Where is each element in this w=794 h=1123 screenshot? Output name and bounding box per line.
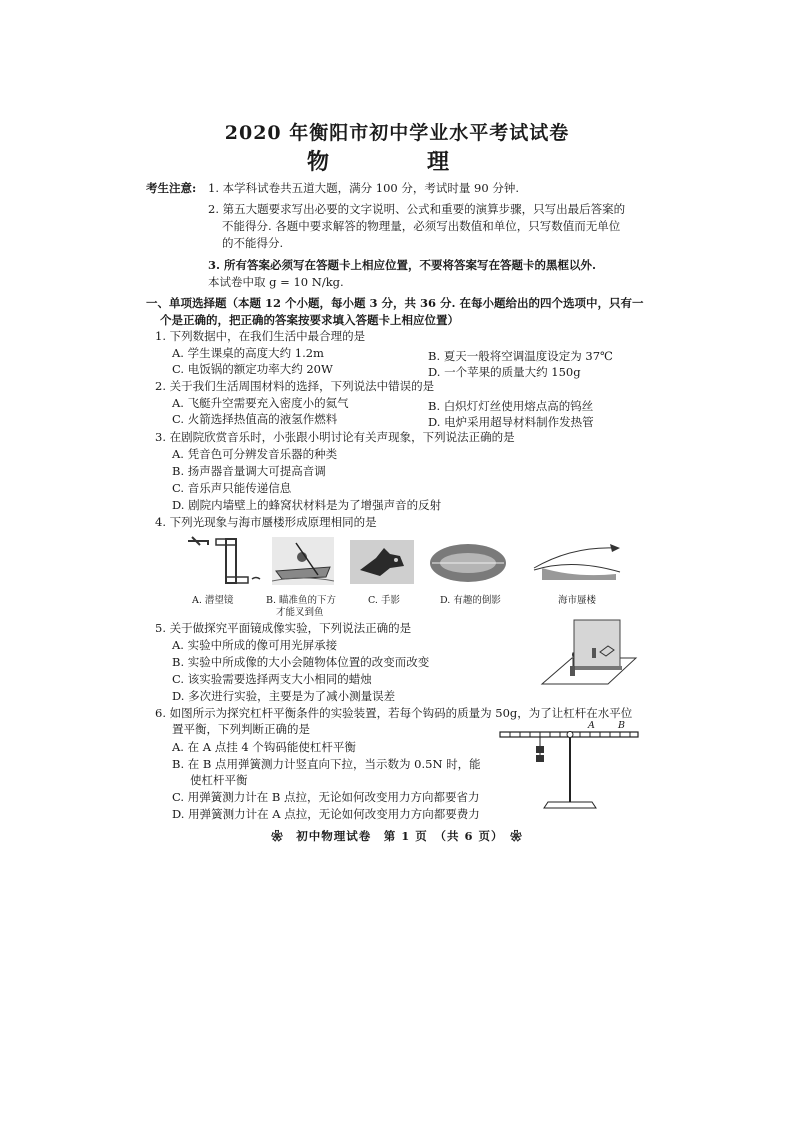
q1-option-b: B. 夏天一般将空调温度设定为 37℃ (428, 349, 613, 363)
q4-caption-c: C. 手影 (368, 595, 400, 606)
plane-mirror-figure (538, 616, 638, 692)
notice-label: 考生注意: (146, 181, 197, 195)
q4-caption-b: B. 瞄准鱼的下方 (266, 595, 337, 606)
section-heading-cont: 个是正确的，把正确的答案按要求填入答题卡上相应位置） (160, 313, 459, 327)
notice-item-2-cont2: 的不能得分. (222, 236, 284, 250)
q1-option-a: A. 学生课桌的高度大约 1.2m (172, 346, 324, 360)
q6-option-b: B. 在 B 点用弹簧测力计竖直向下拉，当示数为 0.5N 时，能 (172, 757, 481, 771)
subject-title: 物 理 (306, 149, 487, 175)
q4-caption-mirage: 海市蜃楼 (558, 595, 597, 606)
notice-item-1: 1. 本学科试卷共五道大题，满分 100 分，考试时量 90 分钟. (208, 181, 519, 195)
q2-option-b: B. 白炽灯灯丝使用熔点高的钨丝 (428, 399, 594, 413)
q6-option-b-cont: 使杠杆平衡 (190, 773, 248, 787)
q4-caption-b-cont: 才能叉到鱼 (276, 607, 324, 618)
q2-option-d: D. 电炉采用超导材料制作发热管 (428, 415, 594, 429)
q5-option-c: C. 该实验需要选择两支大小相同的蜡烛 (172, 672, 372, 686)
hand-shadow-figure (350, 540, 414, 584)
exam-title: 2020 年衡阳市初中学业水平考试试卷 (224, 122, 570, 144)
lever-label-b: B (618, 720, 625, 731)
notice-item-2-cont: 不能得分. 各题中要求解答的物理量，必须写出数值和单位，只写数值而无单位 (222, 219, 621, 233)
q4-caption-a: A. 潜望镜 (192, 595, 234, 606)
q3-stem: 3. 在剧院欣赏音乐时，小张跟小明讨论有关声现象，下列说法正确的是 (155, 430, 515, 444)
q4-caption-d: D. 有趣的倒影 (440, 595, 501, 606)
lever-figure (496, 722, 642, 814)
q1-option-d: D. 一个苹果的质量大约 150g (428, 365, 581, 379)
q6-option-a: A. 在 A 点挂 4 个钩码能使杠杆平衡 (172, 740, 356, 754)
lever-label-a: A (588, 720, 595, 731)
notice-gravity: 本试卷中取 g = 10 N/kg. (208, 275, 344, 289)
reflection-figure (428, 542, 508, 584)
q5-option-a: A. 实验中所成的像可用光屏承接 (172, 638, 338, 652)
q2-option-c: C. 火箭选择热值高的液氢作燃料 (172, 412, 338, 426)
fishing-figure (272, 537, 334, 585)
q1-option-c: C. 电饭锅的额定功率大约 20W (172, 362, 333, 376)
q6-option-c: C. 用弹簧测力计在 B 点拉，无论如何改变用力方向都要省力 (172, 790, 480, 804)
section-heading: 一、单项选择题（本题 12 个小题，每小题 3 分，共 36 分. 在每小题给出的四个选项中，只有一 (146, 296, 644, 310)
q3-option-a: A. 凭音色可分辨发音乐器的种类 (172, 447, 338, 461)
periscope-figure (180, 533, 265, 588)
q5-option-d: D. 多次进行实验，主要是为了减小测量误差 (172, 689, 396, 703)
q3-option-c: C. 音乐声只能传递信息 (172, 481, 292, 495)
q5-option-b: B. 实验中所成像的大小会随物体位置的改变而改变 (172, 655, 430, 669)
notice-item-2: 2. 第五大题要求写出必要的文字说明、公式和重要的演算步骤，只写出最后答案的 (208, 202, 626, 216)
q1-stem: 1. 下列数据中，在我们生活中最合理的是 (155, 329, 366, 343)
q5-stem: 5. 关于做探究平面镜成像实验，下列说法正确的是 (155, 621, 412, 635)
notice-item-3: 3. 所有答案必须写在答题卡上相应位置，不要将答案写在答题卡的黑框以外. (208, 258, 597, 272)
q6-stem: 6. 如图所示为探究杠杆平衡条件的实验装置，若每个钩码的质量为 50g，为了让杠杆在水平位 (155, 706, 633, 720)
q6-option-d: D. 用弹簧测力计在 A 点拉，无论如何改变用力方向都要费力 (172, 807, 480, 821)
q3-option-d: D. 剧院内墙壁上的蜂窝状材料是为了增强声音的反射 (172, 498, 442, 512)
mirage-figure (532, 538, 624, 584)
q4-stem: 4. 下列光现象与海市蜃楼形成原理相同的是 (155, 515, 377, 529)
q3-option-b: B. 扬声器音量调大可提高音调 (172, 464, 326, 478)
q2-stem: 2. 关于我们生活周围材料的选择，下列说法中错误的是 (155, 379, 435, 393)
q6-stem-cont: 置平衡，下列判断正确的是 (172, 722, 310, 736)
q2-option-a: A. 飞艇升空需要充入密度小的氦气 (172, 396, 349, 410)
page-footer: ❀ 初中物理试卷 第 1 页 （共 6 页） ❀ (271, 829, 523, 843)
